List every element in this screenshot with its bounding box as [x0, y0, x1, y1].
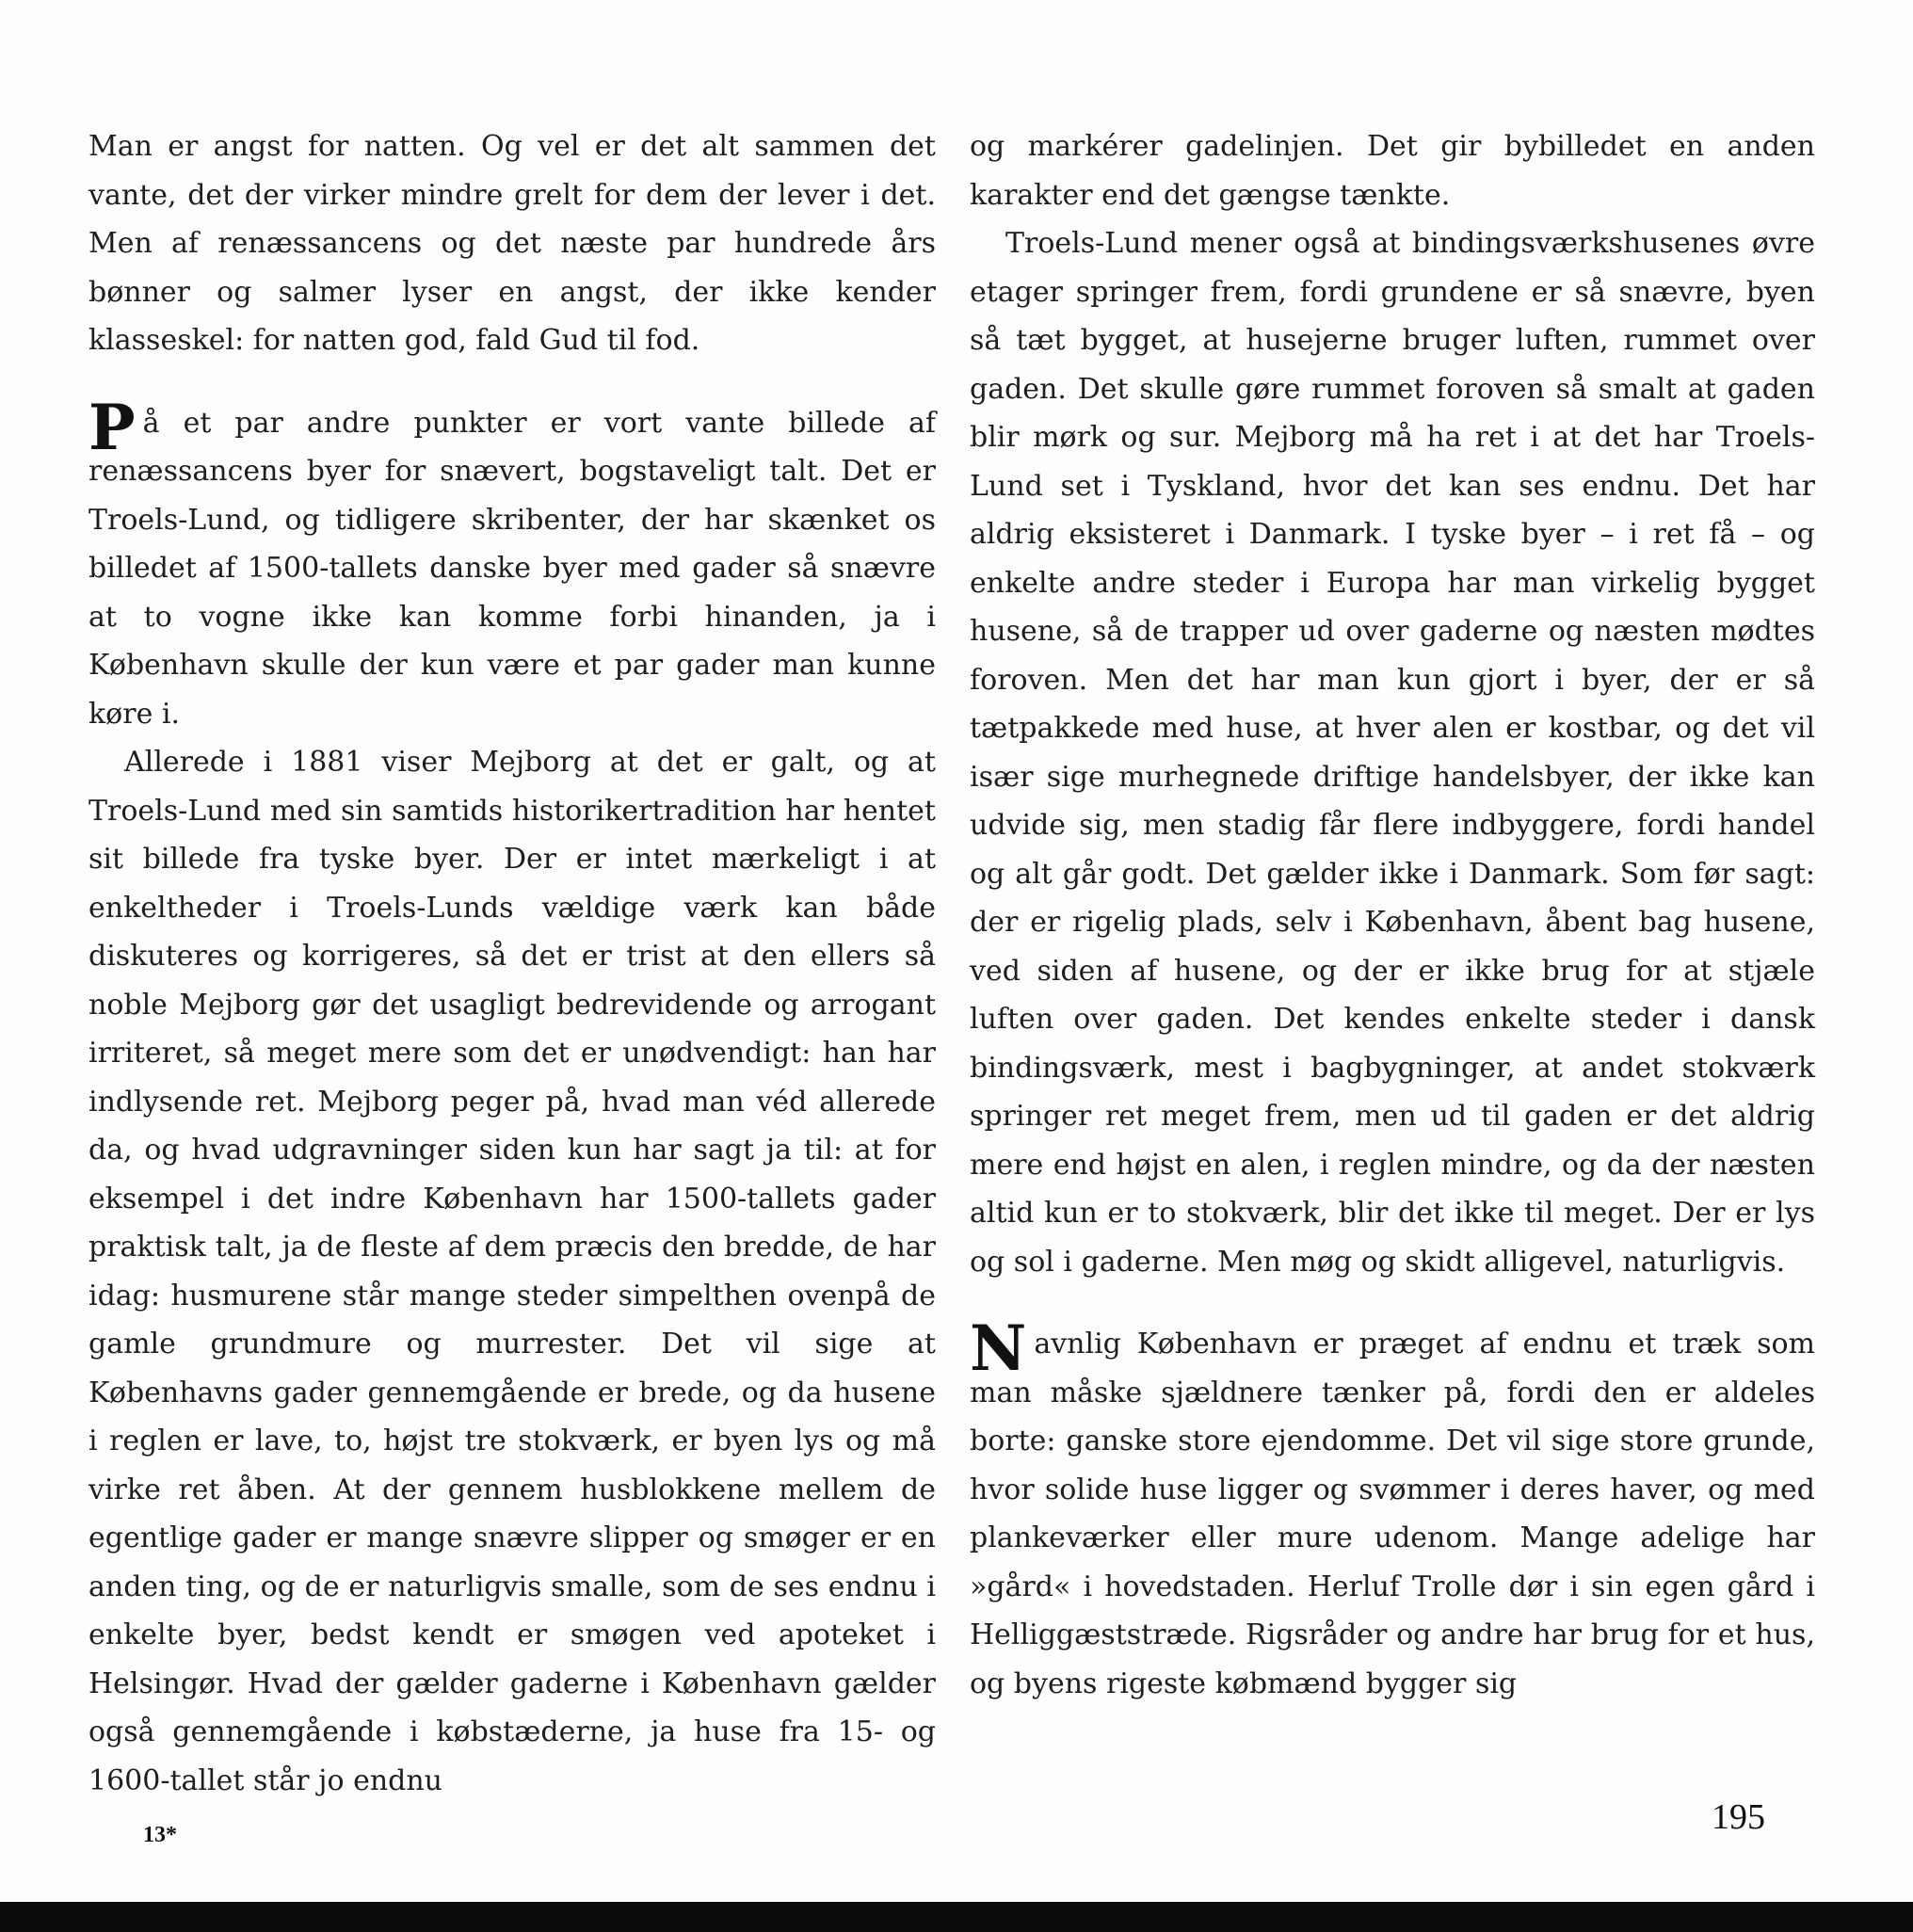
paragraph: Allerede i 1881 viser Mejborg at det er galt, og at Troels-Lund med sin samtids historikertradition har hentet sit billede fra tyske byer. Der er intet mærkeligt i at enkeltheder i Troels-Lunds vældige værk kan både diskuteres og korrigeres, så det er trist at den ellers så noble Mejborg gør det usagligt bedrevidende og arrogant irriteret, så meget mere som det er unødvendigt: han har indlysende ret. Mejborg peger på, hvad man véd allerede da, og hvad udgravninger siden kun har sagt ja til: at for eksempel i det indre København har 1500-tallets gader praktisk talt, ja de fleste af dem præcis den bredde, de har idag: husmurene står mange steder simpelthen ovenpå de gamle grundmure og murrester. Det vil sige at Københavns gader gennemgående er brede, og da husene i reglen er lave, to, højst tre stokværk, er byen lys og må virke ret åben. At der gennem husblokkene mellem de egentlige gader er mange snævre slipper og smøger er en anden ting, og de er naturligvis smalle, som de ses endnu i enkelte byer, bedst kendt er smøgen ved apoteket i Helsingør. Hvad der gælder gaderne i København gælder også gennemgående i købstæderne, ja huse fra 15- og 1600-tallet står jo endnu — [88, 746, 936, 1797]
paragraph: Troels-Lund mener også at bindingsværkshusenes øvre etager springer frem, fordi grundene er så snævre, byen så tæt bygget, at husejerne bruger luften, rummet over gaden. Det skulle gøre rummet foroven så smalt at gaden blir mørk og sur. Mejborg må ha ret i at det har Troels-Lund set i Tyskland, hvor det kan ses endnu. Det har aldrig eksisteret i Danmark. I tyske byer – i ret få – og enkelte andre steder i Europa har man virkelig bygget husene, så de trapper ud over gaderne og næsten mødtes foroven. Men det har man kun gjort i byer, der er så tætpakkede med huse, at hver alen er kostbar, og det vil især sige murhegnede driftige handelsbyer, der ikke kan udvide sig, men stadig får flere indbyggere, fordi handel og alt går godt. Det gælder ikke i Danmark. Som før sagt: der er rigelig plads, selv i København, åbent bag husene, ved siden af husene, og der er ikke brug for at stjæle luften over gaden. Det kendes enkelte steder i dansk bindingsværk, mest i bagbygninger, at andet stokværk springer ret meget frem, men ud til gaden er det aldrig mere end højst en alen, i reglen mindre, og da der næsten altid kun er to stokværk, blir det ikke til meget. Der er lys og sol i gaderne. Men møg og skidt alligevel, naturligvis. — [970, 227, 1815, 1279]
paragraph-text: å et par andre punkter er vort vante billede af renæssancens byer for snævert, bogstaveligt talt. Det er Troels-Lund, og tidligere skribenter, der har skænket os billedet af 1500-tallets danske byer med gader så snævre at to vogne ikke kan komme forbi hinanden, ja i København skulle der kun være et par gader man kunne køre i. — [88, 406, 936, 731]
paragraph-with-dropcap — [88, 390, 936, 739]
paragraph: Man er angst for natten. Og vel er det alt sammen det vante, det der virker mindre grelt for dem der lever i det. Men af renæssancens og det næste par hundrede års bønner og salmer lyser en angst, der ikke kender klasseskel: for natten god, fald Gud til fod. — [88, 130, 936, 357]
paragraph-text: avnlig København er præget af endnu et træk som man måske sjældnere tænker på, fordi den er aldeles borte: ganske store ejendomme. Det vil sige store grunde, hvor solide huse ligger og svømmer i deres haver, og med plankeværker eller mure udenom. Mange adelige har »gård« i hovedstaden. Herluf Trolle dør i sin egen gård i Helliggæststræde. Rigsråder og andre har brug for et hus, og byens rigeste købmænd bygger sig — [970, 1328, 1815, 1700]
page-number: 195 — [1712, 1797, 1765, 1837]
left-text-column — [88, 122, 936, 1805]
paragraph: og markérer gadelinjen. Det gir bybilledet en anden karakter end det gængse tænkte. — [970, 130, 1815, 212]
signature-mark: 13* — [143, 1823, 177, 1847]
drop-cap-letter: P — [88, 390, 136, 464]
right-text-column — [970, 122, 1815, 1708]
scan-edge-shadow — [0, 1902, 1913, 1932]
drop-cap-letter: N — [970, 1312, 1027, 1385]
paragraph-with-dropcap — [970, 1312, 1815, 1708]
